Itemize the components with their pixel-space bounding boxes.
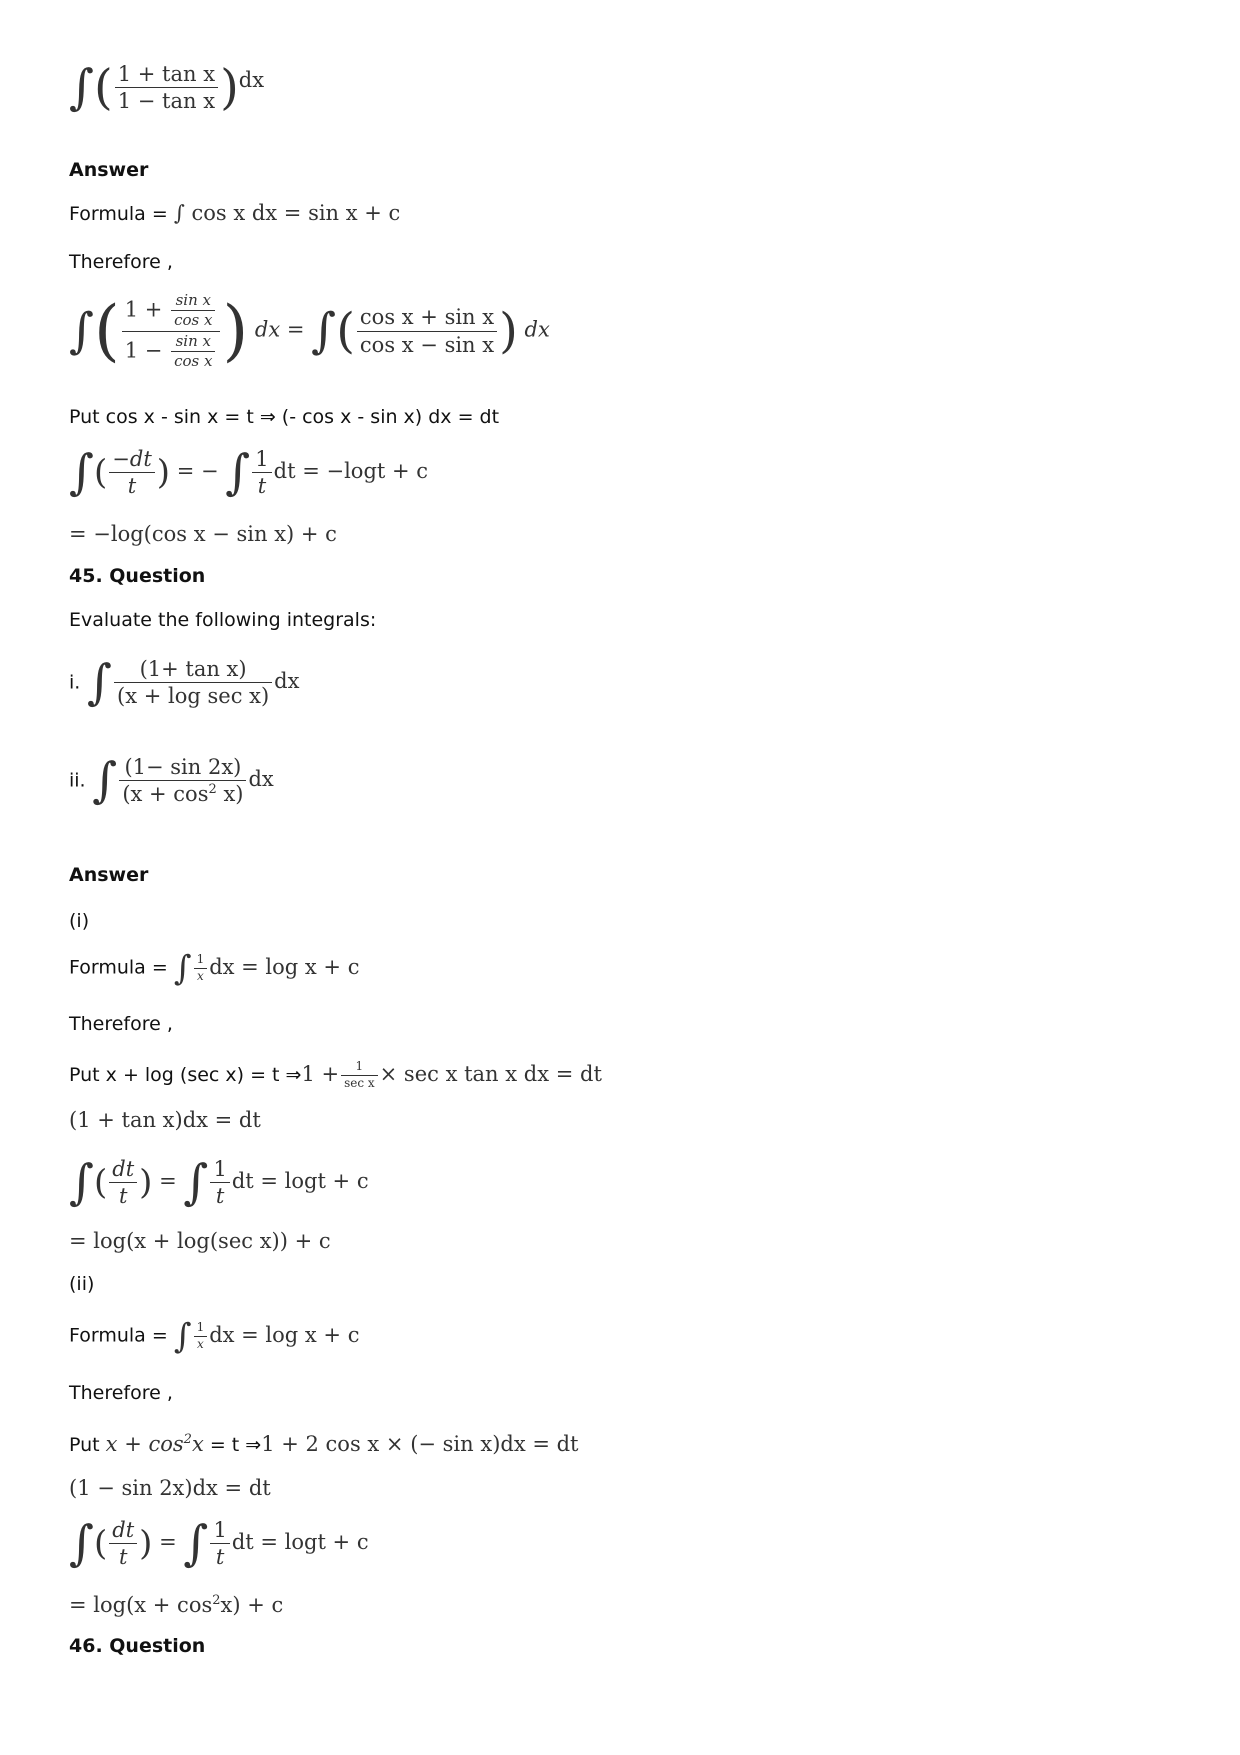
- open-paren: (: [94, 1162, 108, 1203]
- sub-ii-label: (ii): [69, 1273, 95, 1295]
- integral-sign-icon: ∫: [183, 1154, 209, 1211]
- q44-formula-line: [69, 201, 400, 226]
- open-paren: (: [94, 1523, 108, 1564]
- dx: dx: [248, 767, 274, 792]
- q44-answer-heading: Answer: [69, 159, 149, 181]
- close-paren: ): [220, 59, 239, 116]
- sub-i-formula-line: [69, 948, 360, 988]
- equals-minus: = −: [176, 459, 219, 484]
- q45-part-ii: [69, 752, 274, 809]
- numerator: dt: [109, 1157, 137, 1183]
- den-post: x): [216, 782, 244, 807]
- step-tail: dt = logt + c: [231, 1530, 369, 1555]
- step2-fraction: [109, 447, 154, 498]
- close-paren: ): [139, 1162, 153, 1203]
- formula-label: Formula =: [69, 956, 168, 979]
- dt-over-t: [109, 1157, 137, 1208]
- integral-sign-icon: ∫: [69, 444, 95, 501]
- q44-integral: [69, 59, 265, 116]
- one-over-sec: [341, 1060, 378, 1091]
- q45-prompt: Evaluate the following integrals:: [69, 609, 377, 631]
- one-plus: 1 +: [301, 1061, 340, 1086]
- sub-i-therefore: Therefore ,: [69, 1013, 173, 1035]
- numerator: dt: [109, 1518, 137, 1544]
- formula-tail: dx = log x + c: [209, 1322, 360, 1347]
- q44-step1-lhs-fraction: [122, 292, 221, 370]
- denominator: t: [127, 474, 137, 499]
- numerator: (1+ tan x): [114, 657, 272, 683]
- sub-ii-result: [69, 1589, 283, 1617]
- integral-sign-icon: ∫: [173, 948, 192, 988]
- one-over-t: [210, 1157, 229, 1208]
- t: t: [215, 1545, 225, 1570]
- integral-sign-icon: ∫: [173, 1316, 192, 1356]
- integral-sign-icon: ∫: [311, 303, 337, 359]
- denominator: (x + log sec x): [117, 684, 270, 709]
- open-paren: (: [336, 303, 355, 359]
- integral-sign-icon: ∫: [92, 752, 118, 809]
- q45-answer-heading: Answer: [69, 864, 149, 886]
- integral-sign-icon: ∫: [87, 654, 113, 711]
- sub-i-put-line: [69, 1060, 602, 1091]
- q45-part-i: [69, 654, 300, 711]
- q44-dx: dx: [238, 68, 265, 93]
- numerator: −dt: [109, 447, 154, 473]
- one: 1: [194, 1321, 208, 1337]
- integral-sign-icon: ∫: [69, 59, 95, 116]
- put-expression: [301, 1059, 602, 1090]
- den-pre: (x + cos: [122, 782, 209, 807]
- put-sup: 2: [183, 1432, 192, 1447]
- lhs-numerator: [122, 292, 221, 332]
- q44-fraction: [115, 62, 218, 113]
- sub-i-line2: (1 + tan x)dx = dt: [69, 1108, 261, 1132]
- close-paren: ): [499, 303, 518, 359]
- t: t: [257, 474, 267, 499]
- open-paren: (: [94, 292, 120, 369]
- dx: dx: [254, 317, 281, 342]
- sub-i-result: = log(x + log(sec x)) + c: [69, 1229, 331, 1253]
- formula-label: Formula =: [69, 203, 168, 225]
- one-over-t: [252, 447, 271, 498]
- formula-label: Formula =: [69, 1324, 168, 1347]
- sub-i-label: (i): [69, 910, 90, 932]
- integral-sign-icon: ∫: [183, 1515, 209, 1572]
- dx: dx: [524, 317, 550, 342]
- one-minus: 1 −: [124, 337, 163, 362]
- part-ii-label: ii.: [69, 769, 86, 792]
- sin-over-cos: [171, 333, 215, 371]
- sub-ii-step: [69, 1515, 369, 1572]
- result-b: x) + c: [220, 1593, 284, 1617]
- sin-x: sin x: [171, 292, 215, 311]
- q44-denominator: 1 − tan x: [117, 89, 216, 114]
- put-expr-a-text: x + cos: [105, 1432, 184, 1456]
- one: 1: [194, 953, 208, 969]
- part-i-fraction: [114, 657, 272, 708]
- open-paren: (: [94, 59, 113, 116]
- q44-numerator: 1 + tan x: [115, 62, 218, 88]
- put-tail: × sec x tan x dx = dt: [379, 1061, 602, 1086]
- q44-put-line: Put cos x - sin x = t ⇒ (- cos x - sin x) dx = dt: [69, 406, 500, 428]
- close-paren: ): [222, 292, 249, 369]
- rhs-numerator: cos x + sin x: [357, 305, 497, 331]
- q44-step1-rhs-fraction: [357, 305, 497, 356]
- formula-tail: dx = log x + c: [209, 954, 360, 979]
- step-tail: dt = logt + c: [231, 1169, 369, 1194]
- q44-step1: [69, 292, 550, 370]
- x: x: [196, 1336, 204, 1351]
- sub-i-step: [69, 1154, 369, 1211]
- equals: =: [159, 1169, 177, 1194]
- integral-sign-icon: ∫: [69, 1154, 95, 1211]
- cos-x: cos x: [174, 311, 213, 330]
- one: 1: [210, 1157, 229, 1183]
- one: 1: [341, 1060, 378, 1076]
- x: x: [196, 968, 204, 983]
- put-label: Put x + log (sec x) = t ⇒: [69, 1063, 302, 1086]
- step2-tail: dt = −logt + c: [273, 459, 429, 484]
- put-label: Put: [69, 1434, 100, 1456]
- denominator: [119, 781, 246, 806]
- sub-ii-line2: (1 − sin 2x)dx = dt: [69, 1476, 271, 1500]
- lhs-denominator: [122, 332, 221, 371]
- formula-expression: [173, 948, 360, 988]
- integral-sign-icon: ∫: [69, 1515, 95, 1572]
- put-mid: = t ⇒: [209, 1434, 262, 1456]
- denominator: t: [119, 1545, 128, 1570]
- close-paren: ): [139, 1523, 153, 1564]
- part-i-label: i.: [69, 671, 81, 694]
- sub-ii-put-line: [69, 1428, 579, 1457]
- put-expr-a: [106, 1432, 204, 1456]
- numerator: (1− sin 2x): [119, 755, 246, 781]
- put-expr-c: 1 + 2 cos x × (− sin x)dx = dt: [261, 1432, 579, 1456]
- integral-sign-icon: ∫: [225, 444, 251, 501]
- equals: =: [159, 1530, 177, 1555]
- rhs-denominator: cos x − sin x: [359, 332, 495, 357]
- sin-over-cos: [171, 292, 215, 330]
- denominator: t: [119, 1184, 128, 1209]
- q44-step2: [69, 444, 429, 501]
- integral-sign-icon: ∫: [69, 303, 95, 359]
- one-over-x: [194, 953, 208, 984]
- close-paren: ): [156, 452, 171, 493]
- part-ii-fraction: [119, 755, 246, 806]
- dx: dx: [274, 669, 300, 694]
- one-over-t: [210, 1518, 229, 1569]
- one-over-x: [194, 1321, 208, 1352]
- den-sup: 2: [208, 782, 217, 798]
- t: t: [215, 1184, 225, 1209]
- one: 1: [210, 1518, 229, 1544]
- put-expr-b: x: [191, 1432, 204, 1456]
- q44-result: = −log(cos x − sin x) + c: [69, 522, 337, 546]
- sub-ii-formula-line: [69, 1316, 360, 1356]
- formula-expression: ∫ cos x dx = sin x + c: [173, 201, 401, 225]
- q45-heading: 45. Question: [69, 565, 206, 587]
- q46-heading: 46. Question: [69, 1635, 206, 1657]
- open-paren: (: [94, 452, 108, 493]
- sec-x: sec x: [344, 1075, 375, 1090]
- sub-ii-therefore: Therefore ,: [69, 1382, 173, 1404]
- one-plus: 1 +: [124, 297, 163, 322]
- q44-therefore: Therefore ,: [69, 251, 173, 273]
- result-a: = log(x + cos: [69, 1593, 213, 1617]
- dt-over-t: [109, 1518, 137, 1569]
- one: 1: [252, 447, 271, 473]
- equals: =: [286, 317, 305, 342]
- sin-x: sin x: [171, 333, 215, 352]
- formula-expression: [173, 1316, 360, 1356]
- result-sup: 2: [212, 1593, 221, 1608]
- cos-x: cos x: [174, 351, 213, 370]
